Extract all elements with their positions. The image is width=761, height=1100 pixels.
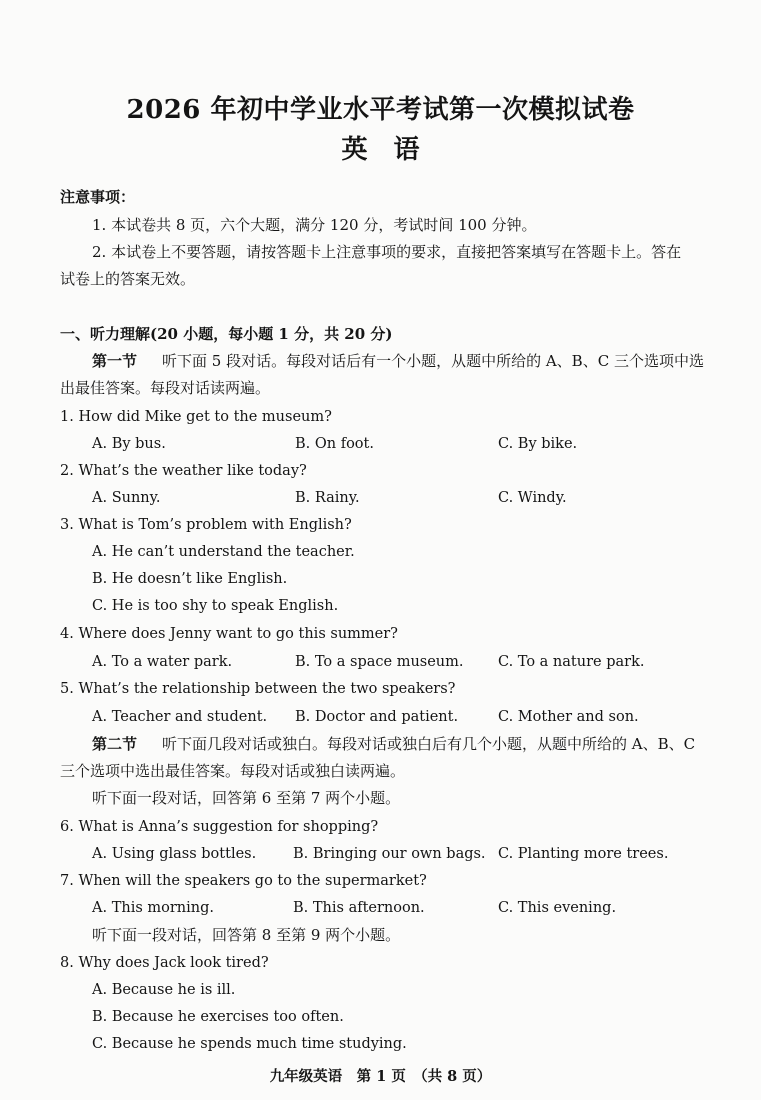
part2-instruction: 听下面几段对话或独白。每段对话或独白后有几个小题，从题中所给的 A、B、C [162,735,696,753]
q8-option-c: C. Because he spends much time studying. [92,1036,407,1052]
question-8: 8. Why does Jack look tired? [60,955,269,971]
note-item-1: 1. 本试卷共 8 页，六个大题，满分 120 分，考试时间 100 分钟。 [92,216,537,234]
question-6: 6. What is Anna’s suggestion for shopping? [60,819,379,835]
dialogue-instruction-1: 听下面一段对话，回答第 6 至第 7 两个小题。 [92,789,401,807]
exam-title: 2026 年初中学业水平考试第一次模拟试卷 [126,95,635,125]
q7-option-c: C. This evening. [498,900,617,916]
q4-option-b: B. To a space museum. [295,654,464,670]
part2-label: 第二节 [92,735,138,753]
q6-option-c: C. Planting more trees. [498,846,669,862]
q3-option-b: B. He doesn’t like English. [92,571,288,587]
q5-option-c: C. Mother and son. [498,709,639,725]
note-item-2-cont: 试卷上的答案无效。 [60,270,196,288]
part2-instruction-cont: 三个选项中选出最佳答案。每段对话或独白读两遍。 [60,762,406,780]
question-5: 5. What’s the relationship between the two speakers? [60,681,456,697]
q3-option-a: A. He can’t understand the teacher. [92,544,355,560]
exam-subject: 英 语 [341,135,420,165]
q6-option-a: A. Using glass bottles. [92,846,257,862]
part1-label: 第一节 [92,352,138,370]
page-footer: 九年级英语 第 1 页 （共 8 页） [269,1068,492,1085]
q4-option-c: C. To a nature park. [498,654,645,670]
q7-option-b: B. This afternoon. [293,900,425,916]
q1-option-b: B. On foot. [295,436,374,452]
section-heading: 一、听力理解(20 小题，每小题 1 分，共 20 分) [60,325,393,343]
q6-option-b: B. Bringing our own bags. [293,846,486,862]
question-1: 1. How did Mike get to the museum? [60,409,332,425]
part1-instruction-cont: 出最佳答案。每段对话读两遍。 [60,379,271,397]
q1-option-c: C. By bike. [498,436,578,452]
q1-option-a: A. By bus. [92,436,166,452]
q4-option-a: A. To a water park. [92,654,233,670]
q5-option-a: A. Teacher and student. [92,709,268,725]
notes-heading: 注意事项： [60,188,136,206]
question-7: 7. When will the speakers go to the supermarket? [60,873,427,889]
question-2: 2. What’s the weather like today? [60,463,307,479]
q8-option-a: A. Because he is ill. [92,982,236,998]
part1-instruction: 听下面 5 段对话。每段对话后有一个小题，从题中所给的 A、B、C 三个选项中选 [162,352,704,370]
q5-option-b: B. Doctor and patient. [295,709,459,725]
q7-option-a: A. This morning. [92,900,215,916]
question-3: 3. What is Tom’s problem with English? [60,517,352,533]
dialogue-instruction-2: 听下面一段对话，回答第 8 至第 9 两个小题。 [92,926,401,944]
q2-option-a: A. Sunny. [92,490,161,506]
q2-option-b: B. Rainy. [295,490,360,506]
q2-option-c: C. Windy. [498,490,567,506]
note-item-2: 2. 本试卷上不要答题，请按答题卡上注意事项的要求，直接把答案填写在答题卡上。答在 [92,243,682,261]
question-4: 4. Where does Jenny want to go this summer? [60,626,398,642]
q3-option-c: C. He is too shy to speak English. [92,598,339,614]
q8-option-b: B. Because he exercises too often. [92,1009,344,1025]
